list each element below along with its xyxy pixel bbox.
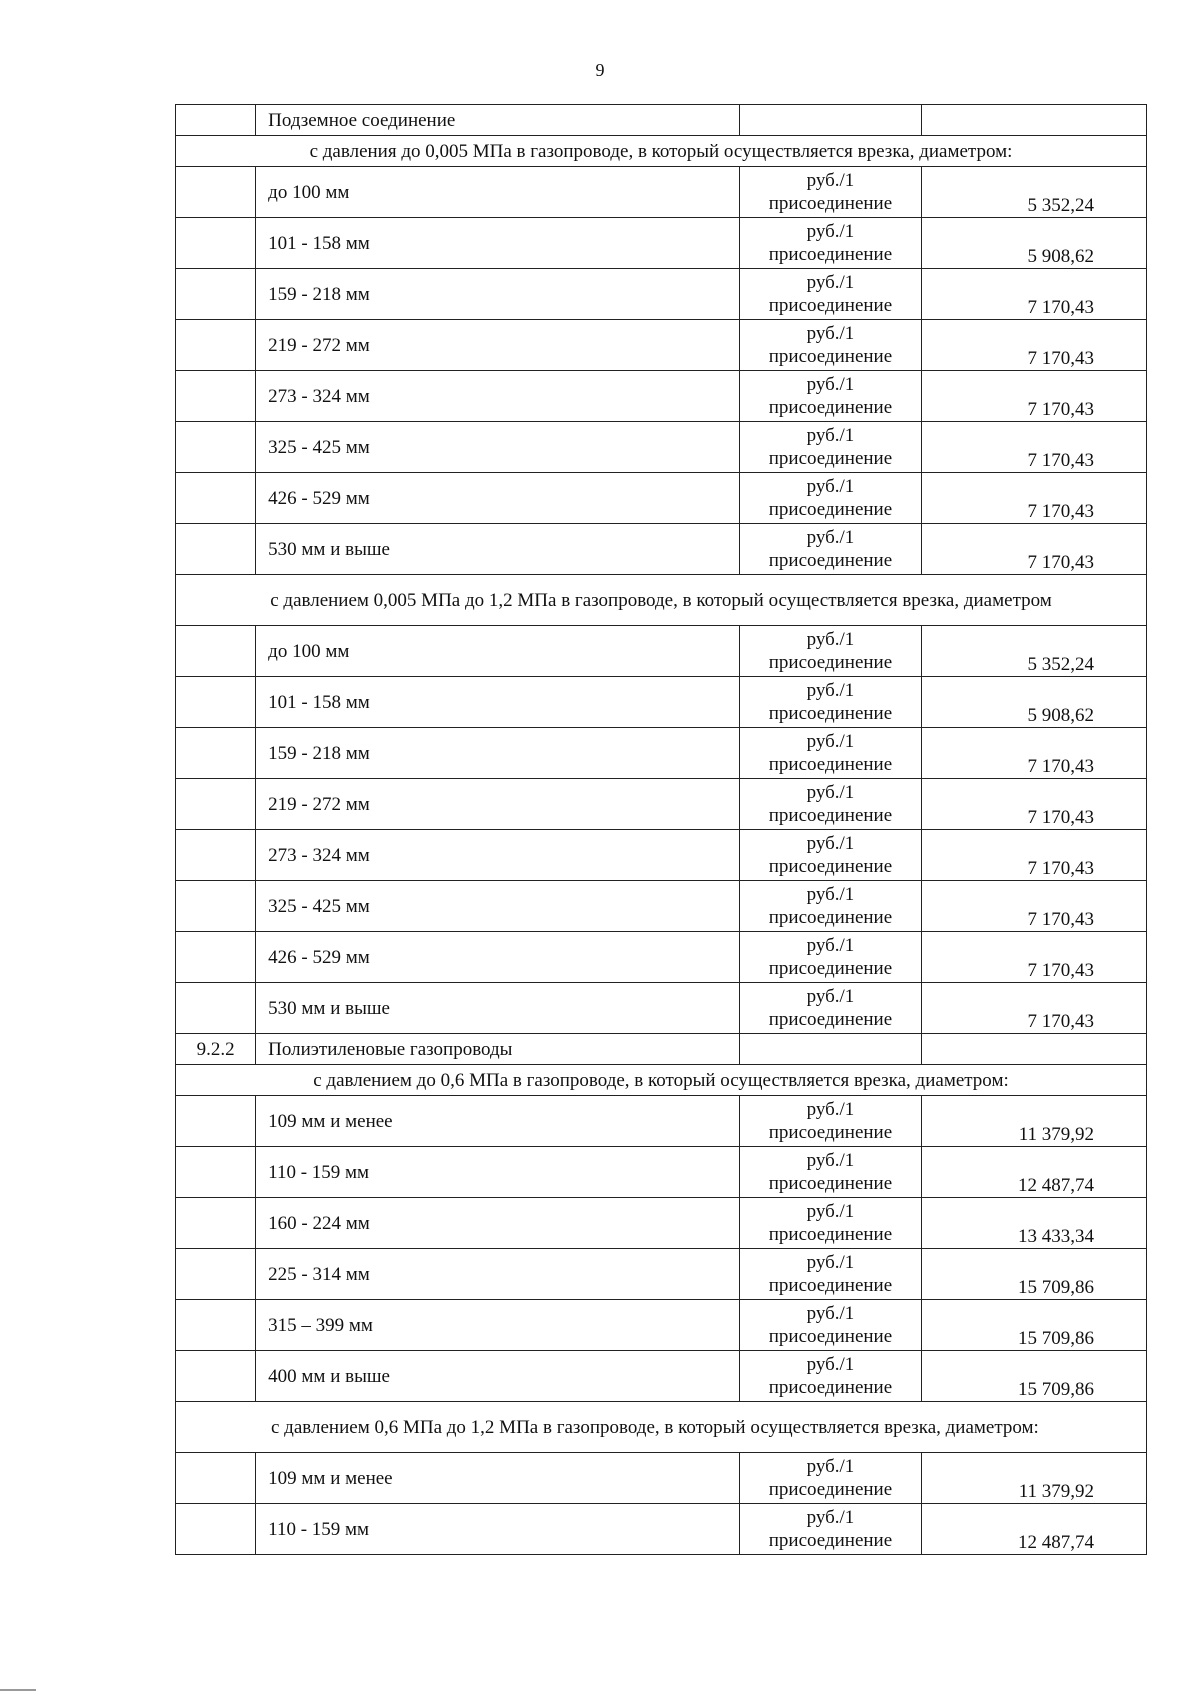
- code-cell: [176, 1300, 256, 1351]
- unit-line-2: присоединение: [768, 958, 893, 979]
- diameter-label: 400 мм и выше: [256, 1351, 740, 1402]
- section-code: 9.2.2: [176, 1034, 256, 1065]
- code-cell: [176, 626, 256, 677]
- unit-line-2: присоединение: [768, 907, 893, 928]
- price-value: 7 170,43: [922, 728, 1147, 779]
- diameter-label: 273 - 324 мм: [256, 371, 740, 422]
- price-value: 7 170,43: [922, 983, 1147, 1034]
- unit-cell: [739, 1453, 921, 1504]
- table-row: [176, 881, 1147, 932]
- table-row: [176, 269, 1147, 320]
- code-cell: [176, 218, 256, 269]
- code-cell: [176, 1096, 256, 1147]
- price-value: 5 352,24: [922, 626, 1147, 677]
- table-row: [176, 1351, 1147, 1402]
- table-row: [176, 1147, 1147, 1198]
- unit-line-1: руб./1: [806, 425, 855, 446]
- table-row-caption: [176, 136, 1147, 167]
- code-cell: [176, 1504, 256, 1555]
- unit-line-2: присоединение: [768, 652, 893, 673]
- unit-cell: [739, 881, 921, 932]
- unit-line-1: руб./1: [806, 1150, 855, 1171]
- subsection-title: Полиэтиленовые газопроводы: [256, 1034, 740, 1065]
- code-cell: [176, 269, 256, 320]
- code-cell: [176, 677, 256, 728]
- table-row-caption: [176, 575, 1147, 626]
- table-row: [176, 1249, 1147, 1300]
- unit-line-2: присоединение: [768, 1224, 893, 1245]
- code-cell: [176, 167, 256, 218]
- table-row-caption: [176, 1402, 1147, 1453]
- diameter-label: до 100 мм: [256, 167, 740, 218]
- unit-line-1: руб./1: [806, 221, 855, 242]
- price-value: 7 170,43: [922, 524, 1147, 575]
- unit-line-2: присоединение: [768, 448, 893, 469]
- unit-cell: [739, 524, 921, 575]
- unit-cell: [739, 1300, 921, 1351]
- diameter-label: 110 - 159 мм: [256, 1147, 740, 1198]
- table-row: [176, 1096, 1147, 1147]
- diameter-label: 160 - 224 мм: [256, 1198, 740, 1249]
- table-row: [176, 1198, 1147, 1249]
- unit-line-1: руб./1: [806, 476, 855, 497]
- price-value: 12 487,74: [922, 1504, 1147, 1555]
- code-cell: [176, 422, 256, 473]
- section-title: Подземное соединение: [256, 105, 740, 136]
- unit-line-1: руб./1: [806, 1456, 855, 1477]
- diameter-label: 109 мм и менее: [256, 1453, 740, 1504]
- code-cell: [176, 932, 256, 983]
- code-cell: [176, 524, 256, 575]
- table-row: [176, 932, 1147, 983]
- price-value: 7 170,43: [922, 320, 1147, 371]
- diameter-label: 273 - 324 мм: [256, 830, 740, 881]
- diameter-label: 159 - 218 мм: [256, 728, 740, 779]
- unit-line-1: руб./1: [806, 323, 855, 344]
- price-value: 11 379,92: [922, 1453, 1147, 1504]
- diameter-label: 426 - 529 мм: [256, 473, 740, 524]
- unit-line-2: присоединение: [768, 244, 893, 265]
- unit-line-1: руб./1: [806, 884, 855, 905]
- price-value: 11 379,92: [922, 1096, 1147, 1147]
- unit-cell: [739, 1198, 921, 1249]
- unit-line-2: присоединение: [768, 703, 893, 724]
- unit-cell-empty: [739, 105, 921, 136]
- diameter-label: 315 – 399 мм: [256, 1300, 740, 1351]
- unit-cell: [739, 269, 921, 320]
- price-value: 5 908,62: [922, 218, 1147, 269]
- unit-cell: [739, 371, 921, 422]
- unit-cell: [739, 422, 921, 473]
- table-row: [176, 1504, 1147, 1555]
- unit-line-2: присоединение: [768, 1326, 893, 1347]
- price-value: 7 170,43: [922, 779, 1147, 830]
- table-row: [176, 320, 1147, 371]
- scan-mark: [0, 1689, 36, 1691]
- unit-cell: [739, 167, 921, 218]
- price-value: 7 170,43: [922, 881, 1147, 932]
- code-cell: [176, 728, 256, 779]
- unit-line-2: присоединение: [768, 550, 893, 571]
- unit-cell: [739, 1351, 921, 1402]
- code-cell: [176, 371, 256, 422]
- diameter-label: 159 - 218 мм: [256, 269, 740, 320]
- unit-line-1: руб./1: [806, 782, 855, 803]
- table-row: [176, 677, 1147, 728]
- price-value: 13 433,34: [922, 1198, 1147, 1249]
- unit-cell: [739, 983, 921, 1034]
- code-cell: [176, 1351, 256, 1402]
- unit-line-1: руб./1: [806, 629, 855, 650]
- unit-line-1: руб./1: [806, 935, 855, 956]
- unit-cell: [739, 626, 921, 677]
- code-cell: [176, 881, 256, 932]
- value-cell-empty: [922, 105, 1147, 136]
- price-value: 7 170,43: [922, 422, 1147, 473]
- tariff-table: [175, 104, 1147, 1555]
- table-row: [176, 422, 1147, 473]
- diameter-label: до 100 мм: [256, 626, 740, 677]
- pressure-caption: с давлением 0,005 МПа до 1,2 МПа в газопроводе, в который осуществляется врезка, диаметром: [176, 575, 1147, 626]
- unit-line-2: присоединение: [768, 856, 893, 877]
- pressure-caption: с давления до 0,005 МПа в газопроводе, в который осуществляется врезка, диаметром:: [176, 136, 1147, 167]
- unit-cell: [739, 1147, 921, 1198]
- diameter-label: 225 - 314 мм: [256, 1249, 740, 1300]
- unit-cell: [739, 728, 921, 779]
- tariff-table-body: [176, 105, 1147, 1555]
- unit-cell: [739, 830, 921, 881]
- code-cell: [176, 1147, 256, 1198]
- code-cell: [176, 983, 256, 1034]
- unit-line-2: присоединение: [768, 499, 893, 520]
- table-row: [176, 728, 1147, 779]
- unit-cell: [739, 1249, 921, 1300]
- table-row: [176, 626, 1147, 677]
- unit-line-1: руб./1: [806, 1201, 855, 1222]
- unit-cell: [739, 932, 921, 983]
- table-row: [176, 371, 1147, 422]
- price-value: 15 709,86: [922, 1300, 1147, 1351]
- unit-line-2: присоединение: [768, 397, 893, 418]
- price-value: 7 170,43: [922, 269, 1147, 320]
- table-row: [176, 218, 1147, 269]
- table-row: [176, 473, 1147, 524]
- unit-cell: [739, 1504, 921, 1555]
- table-row: [176, 983, 1147, 1034]
- unit-line-1: руб./1: [806, 272, 855, 293]
- unit-cell: [739, 1096, 921, 1147]
- unit-cell-empty: [739, 1034, 921, 1065]
- table-row: [176, 167, 1147, 218]
- price-value: 5 352,24: [922, 167, 1147, 218]
- unit-line-1: руб./1: [806, 1099, 855, 1120]
- code-cell: [176, 779, 256, 830]
- table-row: [176, 1300, 1147, 1351]
- diameter-label: 101 - 158 мм: [256, 677, 740, 728]
- unit-line-2: присоединение: [768, 346, 893, 367]
- diameter-label: 530 мм и выше: [256, 524, 740, 575]
- unit-line-1: руб./1: [806, 680, 855, 701]
- table-row: [176, 779, 1147, 830]
- table-row-header: [176, 105, 1147, 136]
- unit-line-2: присоединение: [768, 805, 893, 826]
- diameter-label: 110 - 159 мм: [256, 1504, 740, 1555]
- table-row: [176, 830, 1147, 881]
- unit-line-1: руб./1: [806, 170, 855, 191]
- table-row: [176, 524, 1147, 575]
- price-value: 12 487,74: [922, 1147, 1147, 1198]
- unit-line-2: присоединение: [768, 754, 893, 775]
- unit-line-1: руб./1: [806, 731, 855, 752]
- unit-line-2: присоединение: [768, 1275, 893, 1296]
- code-cell: [176, 1453, 256, 1504]
- price-value: 7 170,43: [922, 830, 1147, 881]
- unit-line-2: присоединение: [768, 1009, 893, 1030]
- code-cell: [176, 320, 256, 371]
- unit-cell: [739, 218, 921, 269]
- diameter-label: 101 - 158 мм: [256, 218, 740, 269]
- unit-line-2: присоединение: [768, 1479, 893, 1500]
- diameter-label: 530 мм и выше: [256, 983, 740, 1034]
- unit-line-1: руб./1: [806, 374, 855, 395]
- unit-line-2: присоединение: [768, 1173, 893, 1194]
- unit-line-2: присоединение: [768, 1122, 893, 1143]
- diameter-label: 109 мм и менее: [256, 1096, 740, 1147]
- unit-cell: [739, 779, 921, 830]
- unit-line-1: руб./1: [806, 1252, 855, 1273]
- unit-line-1: руб./1: [806, 986, 855, 1007]
- price-value: 5 908,62: [922, 677, 1147, 728]
- diameter-label: 325 - 425 мм: [256, 881, 740, 932]
- price-value: 7 170,43: [922, 371, 1147, 422]
- unit-line-1: руб./1: [806, 1507, 855, 1528]
- unit-cell: [739, 677, 921, 728]
- unit-cell: [739, 320, 921, 371]
- unit-line-2: присоединение: [768, 193, 893, 214]
- table-row: [176, 1453, 1147, 1504]
- pressure-caption: с давлением 0,6 МПа до 1,2 МПа в газопроводе, в который осуществляется врезка, диаметром:: [176, 1402, 1147, 1453]
- price-value: 7 170,43: [922, 473, 1147, 524]
- value-cell-empty: [922, 1034, 1147, 1065]
- diameter-label: 426 - 529 мм: [256, 932, 740, 983]
- price-value: 15 709,86: [922, 1351, 1147, 1402]
- unit-line-2: присоединение: [768, 295, 893, 316]
- code-cell: [176, 830, 256, 881]
- unit-line-2: присоединение: [768, 1530, 893, 1551]
- code-cell: [176, 1249, 256, 1300]
- unit-line-1: руб./1: [806, 833, 855, 854]
- table-row-caption: [176, 1065, 1147, 1096]
- diameter-label: 219 - 272 мм: [256, 779, 740, 830]
- unit-line-1: руб./1: [806, 527, 855, 548]
- code-cell: [176, 473, 256, 524]
- unit-line-1: руб./1: [806, 1303, 855, 1324]
- price-value: 15 709,86: [922, 1249, 1147, 1300]
- diameter-label: 219 - 272 мм: [256, 320, 740, 371]
- pressure-caption: с давлением до 0,6 МПа в газопроводе, в который осуществляется врезка, диаметром:: [176, 1065, 1147, 1096]
- code-cell: [176, 1198, 256, 1249]
- code-cell: [176, 105, 256, 136]
- unit-cell: [739, 473, 921, 524]
- diameter-label: 325 - 425 мм: [256, 422, 740, 473]
- table-row-subsection: [176, 1034, 1147, 1065]
- unit-line-2: присоединение: [768, 1377, 893, 1398]
- price-value: 7 170,43: [922, 932, 1147, 983]
- page-number: 9: [595, 60, 605, 80]
- unit-line-1: руб./1: [806, 1354, 855, 1375]
